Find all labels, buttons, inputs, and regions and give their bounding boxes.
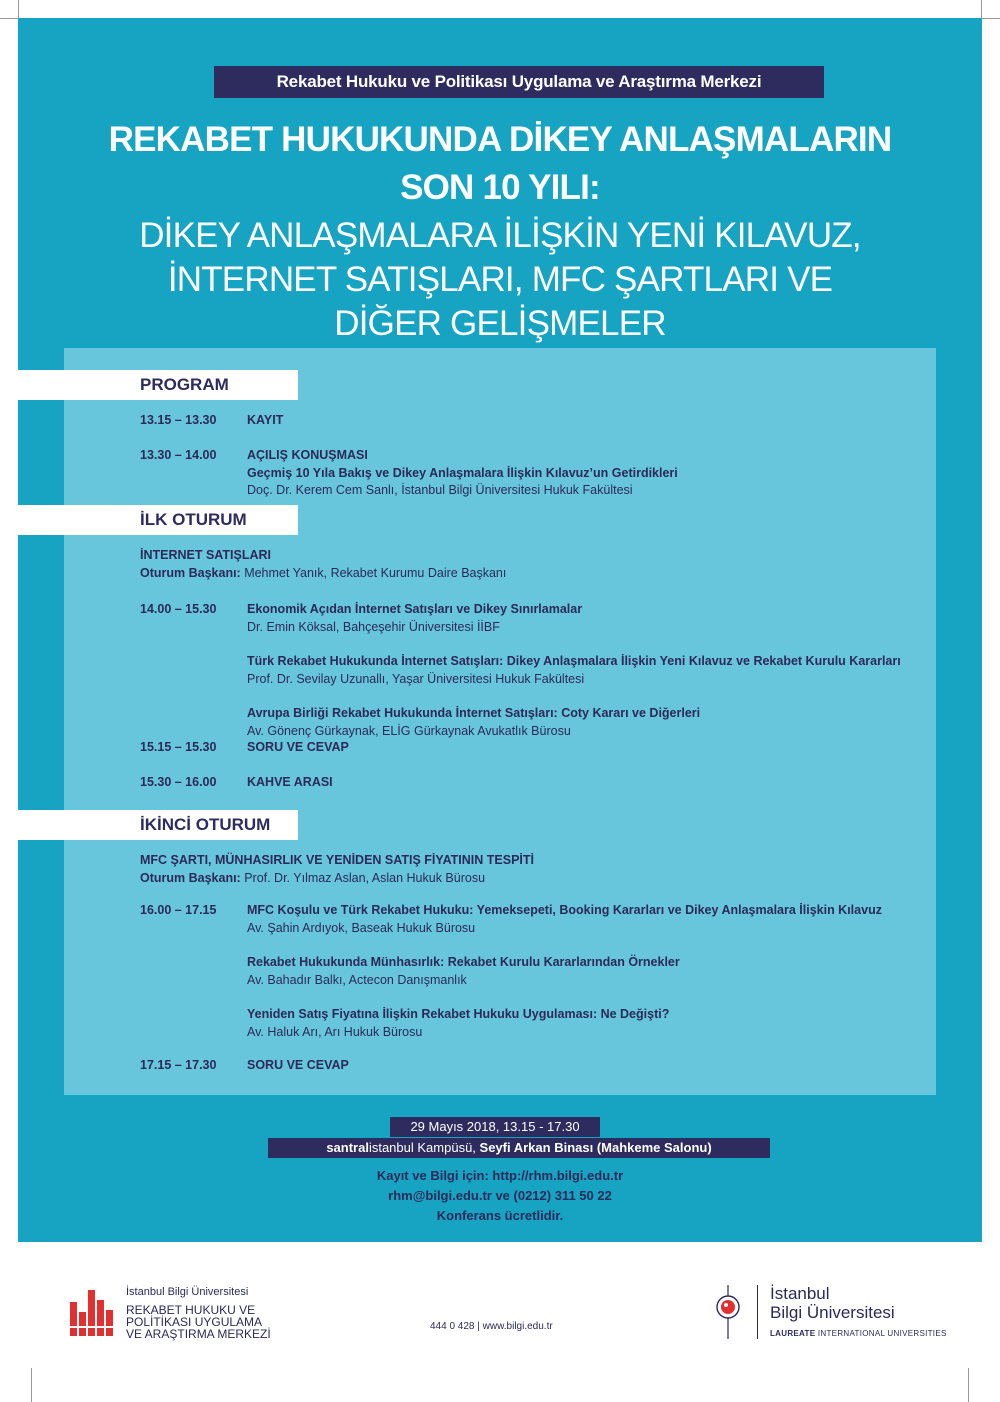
title-line: SON 10 YILI: <box>400 168 600 207</box>
time-slot: 13.15 – 13.30 <box>140 413 217 427</box>
venue-text: istanbul Kampüsü, <box>368 1140 480 1155</box>
speaker: Prof. Dr. Sevilay Uzunallı, Yaşar Üniversitesi Hukuk Fakültesi <box>247 671 585 686</box>
rhm-bars-logo-icon <box>70 1286 118 1336</box>
bilgi-name: İstanbul <box>770 1284 830 1303</box>
talk-title: Geçmiş 10 Yıla Bakış ve Dikey Anlaşmalara İlişkin Kılavuz’un Getirdikleri <box>247 465 678 480</box>
talk-title: Yeniden Satış Fiyatına İlişkin Rekabet Hukuku Uygulaması: Ne Değişti? <box>247 1007 670 1021</box>
session-content <box>247 902 882 1041</box>
session-title: AÇILIŞ KONUŞMASI <box>247 448 368 462</box>
speaker: Av. Şahin Ardıyok, Baseak Hukuk Bürosu <box>247 920 476 935</box>
laureate-tagline: LAUREATE INTERNATIONAL UNIVERSITIES <box>770 1329 947 1338</box>
session-topic: İNTERNET SATIŞLARI <box>140 548 272 562</box>
time-slot: 14.00 – 15.30 <box>140 602 217 616</box>
session-info <box>140 547 506 582</box>
subtitle-line: İNTERNET SATIŞLARI, MFC ŞARTLARI VE <box>167 260 833 299</box>
session-chair <box>140 870 534 888</box>
divider <box>757 1285 758 1339</box>
time-slot: 15.30 – 16.00 <box>140 775 217 789</box>
venue-bold: santral <box>326 1140 369 1155</box>
title-main <box>18 116 982 212</box>
talk-title: Avrupa Birliği Rekabet Hukukunda İnternet Satışları: Coty Kararı ve Diğerleri <box>247 706 701 720</box>
session-content <box>247 601 901 740</box>
phone-website[interactable]: 444 0 428 | www.bilgi.edu.tr <box>430 1321 553 1332</box>
talk-title: Ekonomik Açıdan İnternet Satışları ve Dikey Sınırlamalar <box>247 602 583 616</box>
logo-center-line: VE ARAŞTIRMA MERKEZİ <box>126 1327 271 1341</box>
section-header-ikinci-oturum: İKİNCİ OTURUM <box>18 810 298 840</box>
crop-mark <box>31 1368 32 1402</box>
time-slot: 16.00 – 17.15 <box>140 903 217 917</box>
session-content <box>247 447 678 500</box>
poster-panel <box>18 18 982 1242</box>
contact-email-phone[interactable]: rhm@bilgi.edu.tr ve (0212) 311 50 22 <box>388 1188 612 1203</box>
contact-info <box>18 1166 982 1226</box>
talk-title: Rekabet Hukukunda Münhasırlık: Rekabet Kurulu Kararlarından Örnekler <box>247 955 680 969</box>
logo-university-name: İstanbul Bilgi Üniversitesi <box>126 1286 249 1298</box>
date-banner: 29 Mayıs 2018, 13.15 - 17.30 <box>390 1117 600 1137</box>
title-sub <box>18 214 982 346</box>
speaker: Av. Gönenç Gürkaynak, ELİG Gürkaynak Avukatlık Bürosu <box>247 723 571 738</box>
session-topic: MFC ŞARTI, MÜNHASIRLIK VE YENİDEN SATIŞ FİYATININ TESPİTİ <box>140 853 535 867</box>
talk-title: Türk Rekabet Hukukunda İnternet Satışları: Dikey Anlaşmalara İlişkin Yeni Kılavuz ve Rekabet Kurulu Kararları <box>247 654 901 668</box>
bilgi-name: Bilgi Üniversitesi <box>770 1303 895 1322</box>
venue-building: Seyfi Arkan Binası (Mahkeme Salonu) <box>479 1140 712 1155</box>
subtitle-line: DİĞER GELİŞMELER <box>334 304 666 343</box>
session-title: KAHVE ARASI <box>247 775 333 789</box>
chair-label: Oturum Başkanı: <box>140 870 241 885</box>
contact-link[interactable]: Kayıt ve Bilgi için: http://rhm.bilgi.edu.tr <box>376 1168 624 1183</box>
talk-title: MFC Koşulu ve Türk Rekabet Hukuku: Yemeksepeti, Booking Kararları ve Dikey Anlaşmalara İlişkin Kılavuz <box>247 903 882 917</box>
speaker: Av. Haluk Arı, Arı Hukuk Bürosu <box>247 1024 423 1039</box>
time-slot: 13.30 – 14.00 <box>140 448 217 462</box>
logo-center-line: POLİTİKASI UYGULAMA <box>126 1315 263 1329</box>
speaker: Doç. Dr. Kerem Cem Sanlı, İstanbul Bilgi Üniversitesi Hukuk Fakültesi <box>247 483 633 497</box>
session-title: SORU VE CEVAP <box>247 740 349 754</box>
session-title: KAYIT <box>247 413 284 427</box>
org-banner: Rekabet Hukuku ve Politikası Uygulama ve Araştırma Merkezi <box>214 66 824 98</box>
title-line: REKABET HUKUKUNDA DİKEY ANLAŞMALARIN <box>108 120 892 159</box>
session-chair <box>140 565 506 583</box>
time-slot: 15.15 – 15.30 <box>140 740 217 754</box>
logo-center-line: REKABET HUKUKU VE <box>126 1303 256 1317</box>
time-slot: 17.15 – 17.30 <box>140 1058 217 1072</box>
section-header-program: PROGRAM <box>18 370 298 400</box>
session-info <box>140 852 534 887</box>
chair-label: Oturum Başkanı: <box>140 565 241 580</box>
fee-note: Konferans ücretlidir. <box>436 1208 564 1223</box>
section-header-ilk-oturum: İLK OTURUM <box>18 505 298 535</box>
rhm-logo-block <box>70 1286 330 1342</box>
speaker: Av. Bahadır Balkı, Actecon Danışmanlık <box>247 972 467 987</box>
venue-banner <box>268 1138 770 1158</box>
crop-mark <box>968 1368 969 1402</box>
bilgi-lamp-logo-icon <box>712 1285 744 1341</box>
bilgi-logo-block <box>712 1283 952 1343</box>
chair-name: Mehmet Yanık, Rekabet Kurumu Daire Başkanı <box>240 565 507 580</box>
subtitle-line: DİKEY ANLAŞMALARA İLİŞKİN YENİ KILAVUZ, <box>139 216 861 255</box>
chair-name: Prof. Dr. Yılmaz Aslan, Aslan Hukuk Bürosu <box>240 870 486 885</box>
session-title: SORU VE CEVAP <box>247 1058 349 1072</box>
speaker: Dr. Emin Köksal, Bahçeşehir Üniversitesi İİBF <box>247 619 500 634</box>
